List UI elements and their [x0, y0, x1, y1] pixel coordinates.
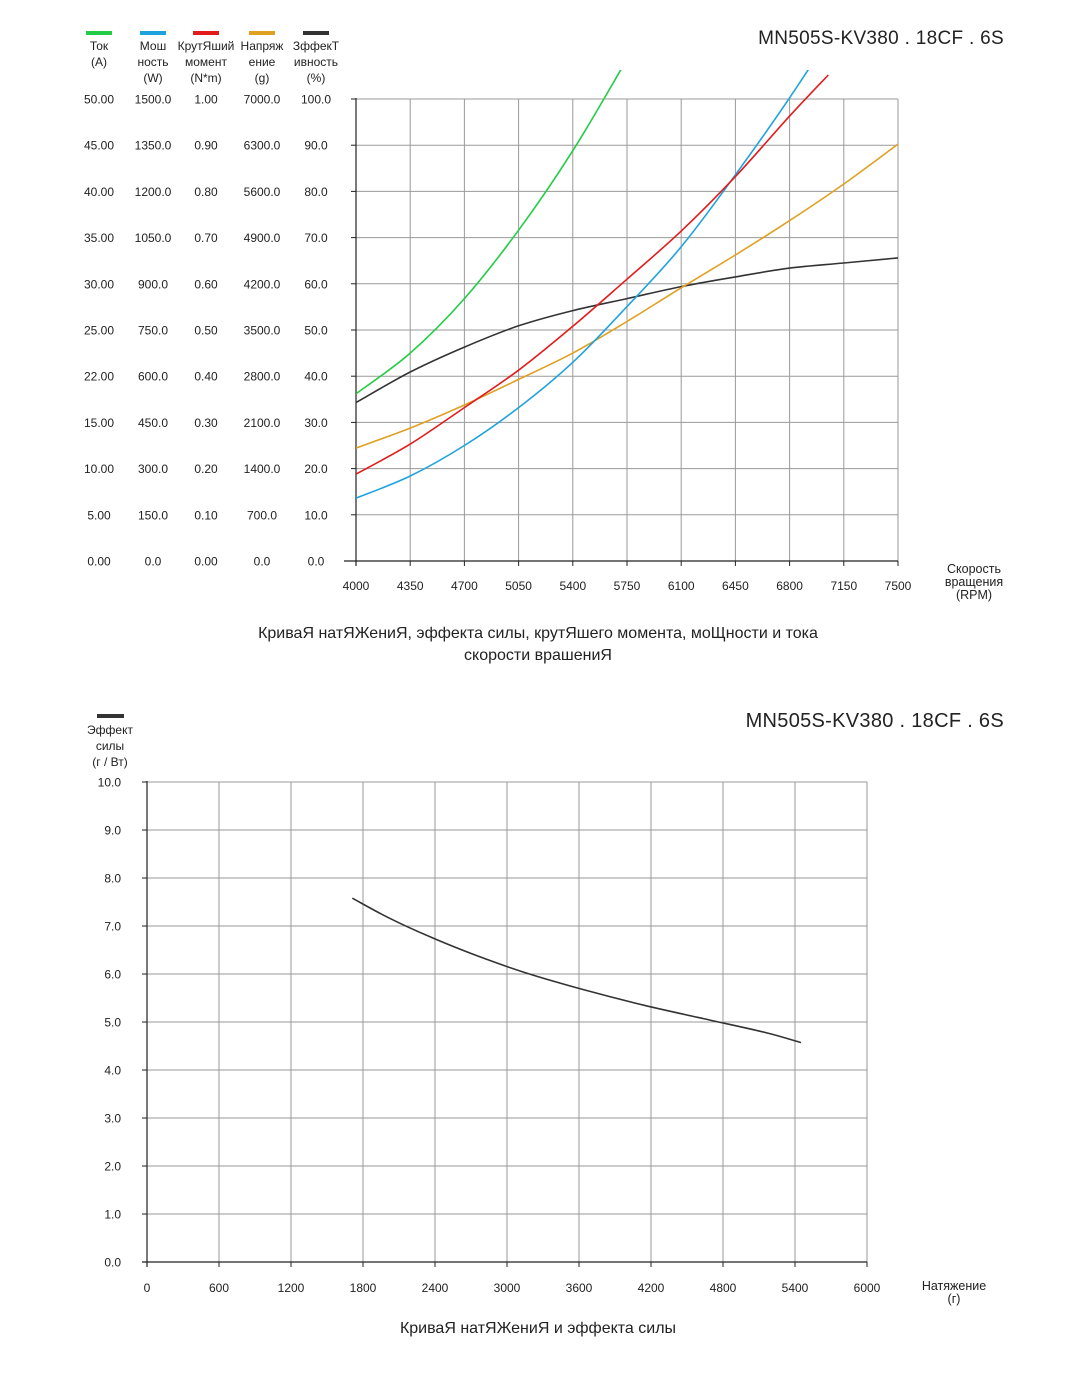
chart1-y-tick-torque: 0.80 — [194, 184, 218, 199]
chart1-y-tick-current: 10.00 — [83, 462, 115, 477]
chart2-caption: КриваЯ натЯЖениЯ и эффекта силы — [399, 1320, 677, 1337]
chart1-y-tick-thrust: 4900.0 — [243, 231, 281, 246]
legend-label-torque: (N*m) — [190, 71, 222, 85]
chart1-y-tick-power: 900.0 — [137, 277, 169, 292]
chart1-y-tick-torque: 0.30 — [194, 415, 218, 430]
legend-swatch-power — [140, 31, 166, 35]
chart2-x-tick-label: 6000 — [853, 1281, 881, 1295]
chart2-curve-efficiency — [352, 898, 801, 1042]
chart2-x-tick-label: 0 — [143, 1281, 151, 1295]
chart2-y-tick-label: 9.0 — [104, 823, 121, 838]
chart1-y-tick-power: 0.0 — [144, 554, 162, 569]
chart1-grid — [356, 99, 898, 561]
chart2-grid — [147, 782, 867, 1262]
chart2-x-tick-label: 4800 — [709, 1281, 737, 1295]
chart1-y-tick-power: 1500.0 — [134, 92, 172, 107]
curve-current — [356, 0, 836, 394]
chart1-model-title: MN505S-KV380 . 18CF . 6S — [758, 28, 1004, 49]
chart2-svg — [0, 690, 1076, 1381]
chart1-x-tick-label: 6450 — [722, 579, 749, 593]
chart1-y-tick-thrust: 700.0 — [246, 508, 278, 523]
chart1-y-tick-efficiency: 90.0 — [304, 138, 328, 153]
chart2-x-tick-label: 3000 — [493, 1281, 521, 1295]
chart2-x-axis-title: (г) — [947, 1292, 961, 1306]
chart2-legend-swatch — [97, 714, 124, 718]
chart1-y-tick-torque: 0.10 — [194, 508, 218, 523]
chart2-x-tick-label: 5400 — [781, 1281, 809, 1295]
chart1-y-tick-efficiency: 30.0 — [304, 415, 328, 430]
chart1-y-tick-thrust: 3500.0 — [243, 323, 281, 338]
legend-label-torque: КрутЯший — [177, 39, 235, 53]
chart1-y-tick-thrust: 5600.0 — [243, 184, 281, 199]
chart1-y-tick-efficiency: 70.0 — [304, 231, 328, 246]
chart2-x-tick-label: 3600 — [565, 1281, 593, 1295]
chart2-y-tick-label: 2.0 — [104, 1159, 121, 1174]
chart2-y-tick-label: 6.0 — [104, 967, 121, 982]
chart1-y-tick-power: 1050.0 — [134, 231, 172, 246]
chart1-y-tick-thrust: 2100.0 — [243, 415, 281, 430]
chart2-y-tick-label: 7.0 — [104, 919, 121, 934]
chart2-y-tick-label: 0.0 — [104, 1255, 121, 1270]
chart1-caption — [0, 623, 1076, 667]
chart1-y-tick-torque: 0.90 — [194, 138, 218, 153]
chart1-y-tick-current: 22.00 — [83, 369, 115, 384]
chart1-y-tick-torque: 1.00 — [194, 92, 218, 107]
chart1-y-tick-torque: 0.60 — [194, 277, 218, 292]
legend-swatch-efficiency — [303, 31, 329, 35]
chart1-x-tick-label: 7150 — [830, 579, 858, 593]
chart2-y-axis-title: (г / Вт) — [92, 755, 128, 769]
legend-swatch-current — [86, 31, 112, 35]
chart1-y-tick-power: 750.0 — [137, 323, 169, 338]
chart2-y-axis-title: Эффект — [87, 723, 133, 737]
chart2-x-tick-label: 2400 — [421, 1281, 449, 1295]
chart1-x-tick-label: 5750 — [613, 579, 641, 593]
chart1-y-tick-thrust: 2800.0 — [243, 369, 281, 384]
chart1-y-tick-power: 150.0 — [137, 508, 169, 523]
legend-label-power: (W) — [143, 71, 163, 85]
chart1-y-tick-efficiency: 40.0 — [304, 369, 328, 384]
legend-label-thrust: ение — [248, 55, 276, 69]
chart1-y-tick-current: 50.00 — [83, 92, 115, 107]
chart2-x-axis-title: Натяжение — [921, 1279, 987, 1293]
chart1-y-tick-torque: 0.70 — [194, 231, 218, 246]
chart1-y-tick-power: 1350.0 — [134, 138, 172, 153]
chart-thrust-efficiency-block — [0, 690, 1076, 1381]
chart1-y-tick-efficiency: 80.0 — [304, 184, 328, 199]
legend-label-thrust: (g) — [254, 71, 270, 85]
legend-label-power: Мош — [139, 39, 167, 53]
legend-label-current: (A) — [91, 55, 107, 69]
chart1-x-tick-label: 4700 — [451, 579, 478, 593]
chart2-x-tick-label: 4200 — [637, 1281, 665, 1295]
chart2-y-tick-label: 10.0 — [97, 775, 121, 790]
chart1-y-tick-current: 5.00 — [87, 508, 111, 523]
chart1-y-tick-power: 600.0 — [137, 369, 169, 384]
chart1-x-tick-label: 5400 — [559, 579, 587, 593]
chart2-y-tick-label: 5.0 — [104, 1015, 121, 1030]
chart1-x-tick-label: 6100 — [667, 579, 695, 593]
chart1-y-tick-efficiency: 60.0 — [304, 277, 328, 292]
chart2-x-tick-label: 1200 — [277, 1281, 305, 1295]
chart1-caption-line-1: КриваЯ натЯЖениЯ, эффекта силы, крутЯшего момента, моЩности и тока — [258, 625, 818, 642]
chart1-y-tick-efficiency: 0.0 — [307, 554, 325, 569]
legend-label-efficiency: (%) — [306, 71, 326, 85]
chart1-x-tick-label: 6800 — [776, 579, 803, 593]
chart1-svg — [0, 0, 1076, 690]
chart1-y-tick-efficiency: 100.0 — [300, 92, 332, 107]
chart1-x-tick-label: 5050 — [505, 579, 532, 593]
legend-label-thrust: Напряж — [240, 39, 284, 53]
legend-swatch-torque — [193, 31, 219, 35]
chart1-y-tick-power: 450.0 — [137, 415, 169, 430]
chart1-caption-line-2: скорости врашениЯ — [464, 647, 612, 664]
chart1-y-tick-thrust: 1400.0 — [243, 462, 281, 477]
chart2-y-tick-label: 8.0 — [104, 871, 121, 886]
chart1-y-tick-thrust: 4200.0 — [243, 277, 281, 292]
chart1-y-tick-current: 40.00 — [83, 184, 115, 199]
chart1-y-tick-power: 1200.0 — [134, 184, 172, 199]
chart1-y-tick-efficiency: 10.0 — [304, 508, 328, 523]
chart1-y-tick-current: 45.00 — [83, 138, 115, 153]
chart1-y-tick-efficiency: 20.0 — [304, 462, 328, 477]
chart1-x-axis-title: Скорость — [947, 562, 1001, 576]
chart1-x-tick-label: 4350 — [396, 579, 424, 593]
chart1-x-tick-label: 7500 — [884, 579, 912, 593]
chart1-y-tick-thrust: 7000.0 — [243, 92, 281, 107]
chart1-x-tick-label: 4000 — [342, 579, 370, 593]
chart1-y-tick-current: 30.00 — [83, 277, 115, 292]
chart-rpm-block — [0, 0, 1076, 690]
legend-label-current: Ток — [89, 39, 109, 53]
legend-swatch-thrust — [249, 31, 275, 35]
chart1-y-tick-power: 300.0 — [137, 462, 169, 477]
legend-label-torque: момент — [185, 55, 227, 69]
chart1-y-tick-current: 15.00 — [83, 415, 115, 430]
chart1-y-tick-thrust: 0.0 — [253, 554, 271, 569]
chart2-y-tick-label: 1.0 — [104, 1207, 121, 1222]
chart1-y-tick-torque: 0.40 — [194, 369, 218, 384]
curve-torque — [356, 75, 828, 474]
chart2-y-tick-label: 3.0 — [104, 1111, 121, 1126]
legend-label-efficiency: ЗффекТ — [292, 39, 340, 53]
chart2-x-tick-label: 1800 — [349, 1281, 377, 1295]
legend-label-efficiency: ивность — [293, 55, 339, 69]
chart1-x-axis-title: (RPM) — [955, 588, 993, 602]
legend-label-power: ность — [137, 55, 169, 69]
chart1-y-tick-efficiency: 50.0 — [304, 323, 328, 338]
chart1-y-tick-current: 35.00 — [83, 231, 115, 246]
chart2-model-title: MN505S-KV380 . 18CF . 6S — [745, 710, 1004, 732]
chart1-y-tick-thrust: 6300.0 — [243, 138, 281, 153]
chart2-x-tick-label: 600 — [208, 1281, 230, 1295]
chart1-x-axis-title: вращения — [944, 575, 1004, 589]
chart1-y-tick-current: 0.00 — [87, 554, 111, 569]
chart1-y-tick-torque: 0.50 — [194, 323, 218, 338]
chart1-y-tick-current: 25.00 — [83, 323, 115, 338]
chart1-y-tick-torque: 0.00 — [194, 554, 218, 569]
chart2-y-axis-title: силы — [95, 739, 125, 753]
chart1-y-tick-torque: 0.20 — [194, 462, 218, 477]
chart2-y-tick-label: 4.0 — [104, 1063, 121, 1078]
